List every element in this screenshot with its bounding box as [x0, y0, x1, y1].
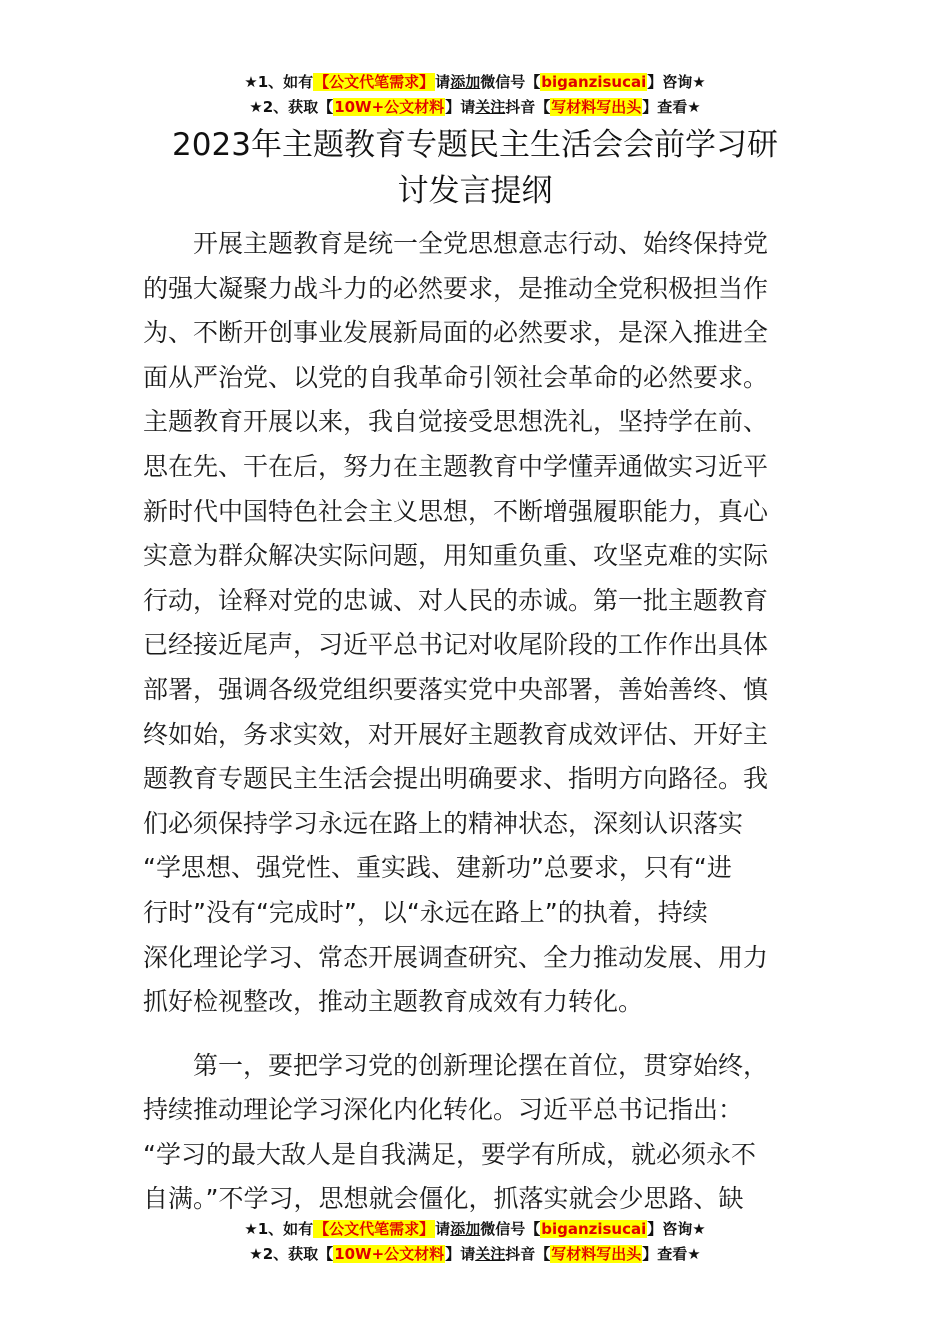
promo-text: 请 — [435, 1220, 451, 1238]
text-line: 实意为群众解决实际问题，用知重负重、攻坚克难的实际 — [143, 541, 769, 571]
promo-highlight: 10W+公文材料 — [334, 1245, 445, 1263]
text-line: “学习的最大敌人是自我满足，要学有所成，就必须永不 — [143, 1139, 756, 1169]
promo-banner-bottom — [0, 1217, 950, 1267]
text-line: 主题教育开展以来，我自觉接受思想洗礼，坚持学在前、 — [143, 407, 769, 437]
promo-text: ★1、如有 — [244, 73, 314, 91]
title-line: 2023年主题教育专题民主生活会会前学习研 — [172, 127, 778, 163]
promo-highlight: 10W+公文材料 — [334, 98, 445, 116]
text-line: 已经接近尾声，习近平总书记对收尾阶段的工作作出具体 — [143, 630, 769, 660]
promo-text: 】咨询★ — [647, 73, 706, 91]
promo-text: 请 — [435, 73, 451, 91]
text-line: 深化理论学习、常态开展调查研究、全力推动发展、用力 — [143, 942, 769, 972]
paragraph-2 — [143, 1044, 807, 1222]
text-line: 第一，要把学习党的创新理论摆在首位，贯穿始终， — [193, 1050, 769, 1080]
promo-line-1 — [0, 1217, 950, 1242]
promo-line-2 — [0, 1242, 950, 1267]
title-line: 讨发言提纲 — [397, 173, 553, 209]
text-line: “学思想、强党性、重实践、建新功”总要求，只有“进 — [143, 853, 732, 883]
promo-text: ★2、获取【 — [249, 1245, 334, 1263]
promo-text: 抖音【 — [505, 1245, 551, 1263]
promo-text: ★2、获取【 — [249, 98, 334, 116]
promo-text: 】请 — [445, 1245, 476, 1263]
document-title — [140, 122, 810, 214]
promo-underline: 关注 — [475, 98, 506, 116]
promo-highlight: 【公文代笔需求】 — [314, 1220, 435, 1238]
text-line: 思在先、干在后，努力在主题教育中学懂弄通做实习近平 — [143, 451, 769, 481]
text-line: 部署，强调各级党组织要落实党中央部署，善始善终、慎 — [143, 674, 769, 704]
paragraph-1 — [143, 222, 807, 1025]
text-line: 行时”没有“完成时”，以“永远在路上”的执着，持续 — [143, 897, 708, 927]
promo-text: 抖音【 — [505, 98, 551, 116]
promo-underline: 添加 — [450, 73, 481, 91]
promo-text: 微信号【 — [480, 1220, 541, 1238]
promo-highlight: biganzisucai — [541, 73, 647, 91]
promo-highlight: biganzisucai — [541, 1220, 647, 1238]
text-line: 面从严治党、以党的自我革命引领社会革命的必然要求。 — [143, 362, 769, 392]
text-line: 行动，诠释对党的忠诚、对人民的赤诚。第一批主题教育 — [143, 585, 769, 615]
promo-underline: 添加 — [450, 1220, 481, 1238]
document-body — [143, 222, 807, 1222]
text-line: 新时代中国特色社会主义思想，不断增强履职能力，真心 — [143, 496, 769, 526]
promo-text: 】咨询★ — [647, 1220, 706, 1238]
text-line: 自满。”不学习，思想就会僵化，抓落实就会少思路、缺 — [143, 1184, 744, 1214]
promo-text: 】查看★ — [642, 1245, 701, 1263]
paragraph-gap — [143, 1025, 807, 1044]
text-line: 开展主题教育是统一全党思想意志行动、始终保持党 — [193, 229, 769, 258]
text-line: 题教育专题民主生活会提出明确要求、指明方向路径。我 — [143, 764, 769, 794]
text-line: 持续推动理论学习深化内化转化。习近平总书记指出： — [143, 1095, 744, 1125]
promo-banner-top — [0, 70, 950, 120]
text-line: 们必须保持学习永远在路上的精神状态，深刻认识落实 — [143, 808, 744, 838]
promo-text: ★1、如有 — [244, 1220, 314, 1238]
promo-highlight: 写材料写出头 — [551, 98, 642, 116]
promo-underline: 关注 — [475, 1245, 506, 1263]
promo-line-1 — [0, 70, 950, 95]
text-line: 的强大凝聚力战斗力的必然要求，是推动全党积极担当作 — [143, 273, 769, 303]
promo-text: 】查看★ — [642, 98, 701, 116]
promo-text: 】请 — [445, 98, 476, 116]
text-line: 终如始，务求实效，对开展好主题教育成效评估、开好主 — [143, 719, 769, 749]
text-line: 为、不断开创事业发展新局面的必然要求，是深入推进全 — [143, 318, 769, 348]
promo-text: 微信号【 — [480, 73, 541, 91]
text-line: 抓好检视整改，推动主题教育成效有力转化。 — [143, 987, 644, 1017]
promo-highlight: 【公文代笔需求】 — [314, 73, 435, 91]
promo-highlight: 写材料写出头 — [551, 1245, 642, 1263]
promo-line-2 — [0, 95, 950, 120]
